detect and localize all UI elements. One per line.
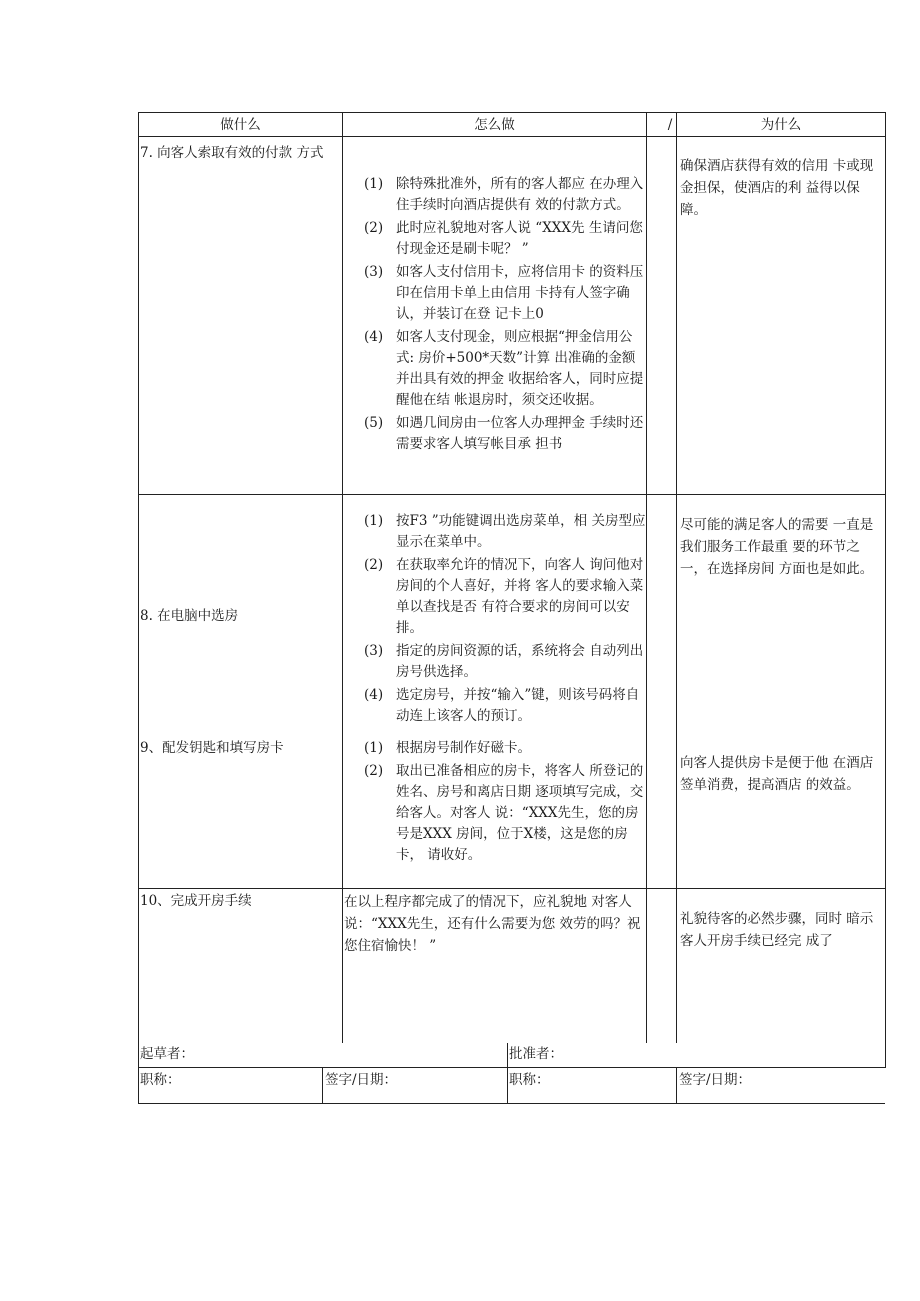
table-border-top xyxy=(138,112,885,113)
item-number: (1) xyxy=(364,740,384,756)
step-10-how: 在以上程序都完成了的情况下，应礼貌地 对客人说：“XXX先生，还有什么需要为您 效劳的吗？祝您住宿愉快！ ” xyxy=(344,894,641,954)
list-item xyxy=(364,218,646,260)
step-9-how xyxy=(364,738,646,866)
job-title-label-1: 职称： xyxy=(140,1072,181,1088)
column-divider-how xyxy=(646,112,647,1043)
list-item xyxy=(364,641,646,683)
item-text: 取出已准备相应的房卡，将客人 所登记的姓名、房号和离店日期 逐项填写完成，交给客人。对客人 说：“XXX先生，您的房号是XXX 房间，位于X楼，这是您的房卡， 请收好。 xyxy=(396,763,644,863)
step-8-title: 8. 在电脑中选房 xyxy=(140,608,239,624)
list-item xyxy=(364,262,646,325)
step-7-title xyxy=(140,143,338,164)
table-left-border xyxy=(138,112,139,1104)
list-item xyxy=(364,413,646,455)
item-number: (1) xyxy=(364,513,384,529)
column-divider-what xyxy=(342,112,343,1043)
header-what: 做什么 xyxy=(220,117,261,133)
step-8-how xyxy=(364,511,646,727)
item-text: 除特殊批准外，所有的客人都应 在办理入住手续时向酒店提供有 效的付款方式。 xyxy=(396,176,644,213)
item-text: 根据房号制作好磁卡。 xyxy=(396,740,531,756)
step-10-title: 10、完成开房手续 xyxy=(140,893,252,909)
item-text: 按F3 ”功能键调出选房菜单，相 关房型应显示在菜单中。 xyxy=(396,513,646,550)
item-number: (3) xyxy=(364,264,384,280)
item-number: (1) xyxy=(364,176,384,192)
list-item xyxy=(364,555,646,639)
list-item xyxy=(364,738,646,759)
step-8-why: 尽可能的满足客人的需要 一直是我们服务工作最重 要的环节之一，在选择房间 方面也是如此。 xyxy=(680,517,874,577)
footer-divider-col-c xyxy=(676,1067,677,1103)
header-why: 为什么 xyxy=(760,117,802,133)
item-text: 如客人支付现金，则应根据“押金信用公式: 房价+500*天数”计算 出准确的金额并出具有效的押金 收据给客人，同时应提醒他在结 帐退房时，须交还收据。 xyxy=(396,329,644,408)
item-number: (2) xyxy=(364,220,384,236)
list-item xyxy=(364,685,646,727)
item-number: (4) xyxy=(364,687,384,703)
item-number: (3) xyxy=(364,643,384,659)
signature-date-label-1: 签字/日期： xyxy=(325,1072,398,1088)
item-number: (2) xyxy=(364,557,384,573)
item-text: 指定的房间资源的话，系统将会 自动列出房号供选择。 xyxy=(396,643,644,680)
list-item xyxy=(364,174,646,216)
footer-divider-2 xyxy=(138,1103,885,1104)
item-number: (2) xyxy=(364,763,384,779)
item-text: 如遇几间房由一位客人办理押金 手续时还需要求客人填写帐目承 担书 xyxy=(396,415,644,452)
step-7-how xyxy=(364,174,646,455)
item-number: (5) xyxy=(364,415,384,431)
footer-divider-1 xyxy=(138,1067,885,1068)
item-text: 选定房号，并按“输入”键，则该号码将自动连上该客人的预订。 xyxy=(396,687,640,724)
drafter-label: 起草者： xyxy=(140,1046,194,1062)
row-divider-1 xyxy=(138,494,885,495)
approver-label: 批准者： xyxy=(509,1046,563,1062)
step-10-why: 礼貌待客的必然步骤，同时 暗示客人开房手续已经完 成了 xyxy=(680,911,874,949)
list-item xyxy=(364,761,646,866)
header-how: 怎么做 xyxy=(474,117,515,133)
table-header-bottom xyxy=(138,136,885,137)
footer-divider-col-a xyxy=(322,1067,323,1103)
signature-date-label-2: 签字/日期： xyxy=(679,1072,752,1088)
step-7-why: 确保酒店获得有效的信用 卡或现金担保，使酒店的利 益得以保障。 xyxy=(680,158,874,218)
step-9-why: 向客人提供房卡是便于他 在酒店签单消费，提高酒店 的效益。 xyxy=(680,755,874,793)
step-9-title: 9、配发钥匙和填写房卡 xyxy=(140,740,284,756)
list-item xyxy=(364,327,646,411)
item-text: 如客人支付信用卡，应将信用卡 的资料压印在信用卡单上由信用 卡持有人签字确认，并装订在登 记卡上0 xyxy=(396,264,644,322)
header-slash: / xyxy=(667,117,673,133)
item-text: 此时应礼貌地对客人说 “XXX先 生请问您付现金还是刷卡呢？ ” xyxy=(396,220,643,257)
list-item xyxy=(364,511,646,553)
item-text: 在获取率允许的情况下，向客人 询问他对房间的个人喜好，并将 客人的要求输入菜单以查找是否 有符合要求的房间可以安排。 xyxy=(396,557,644,636)
footer-divider-col-b xyxy=(507,1043,508,1103)
job-title-label-2: 职称： xyxy=(509,1072,550,1088)
table-right-border xyxy=(885,112,886,1068)
step-7-title-text: 7. 向客人索取有效的付款 方式 xyxy=(140,145,324,161)
column-divider-slash xyxy=(676,112,677,1043)
row-divider-2 xyxy=(138,888,885,889)
item-number: (4) xyxy=(364,329,384,345)
